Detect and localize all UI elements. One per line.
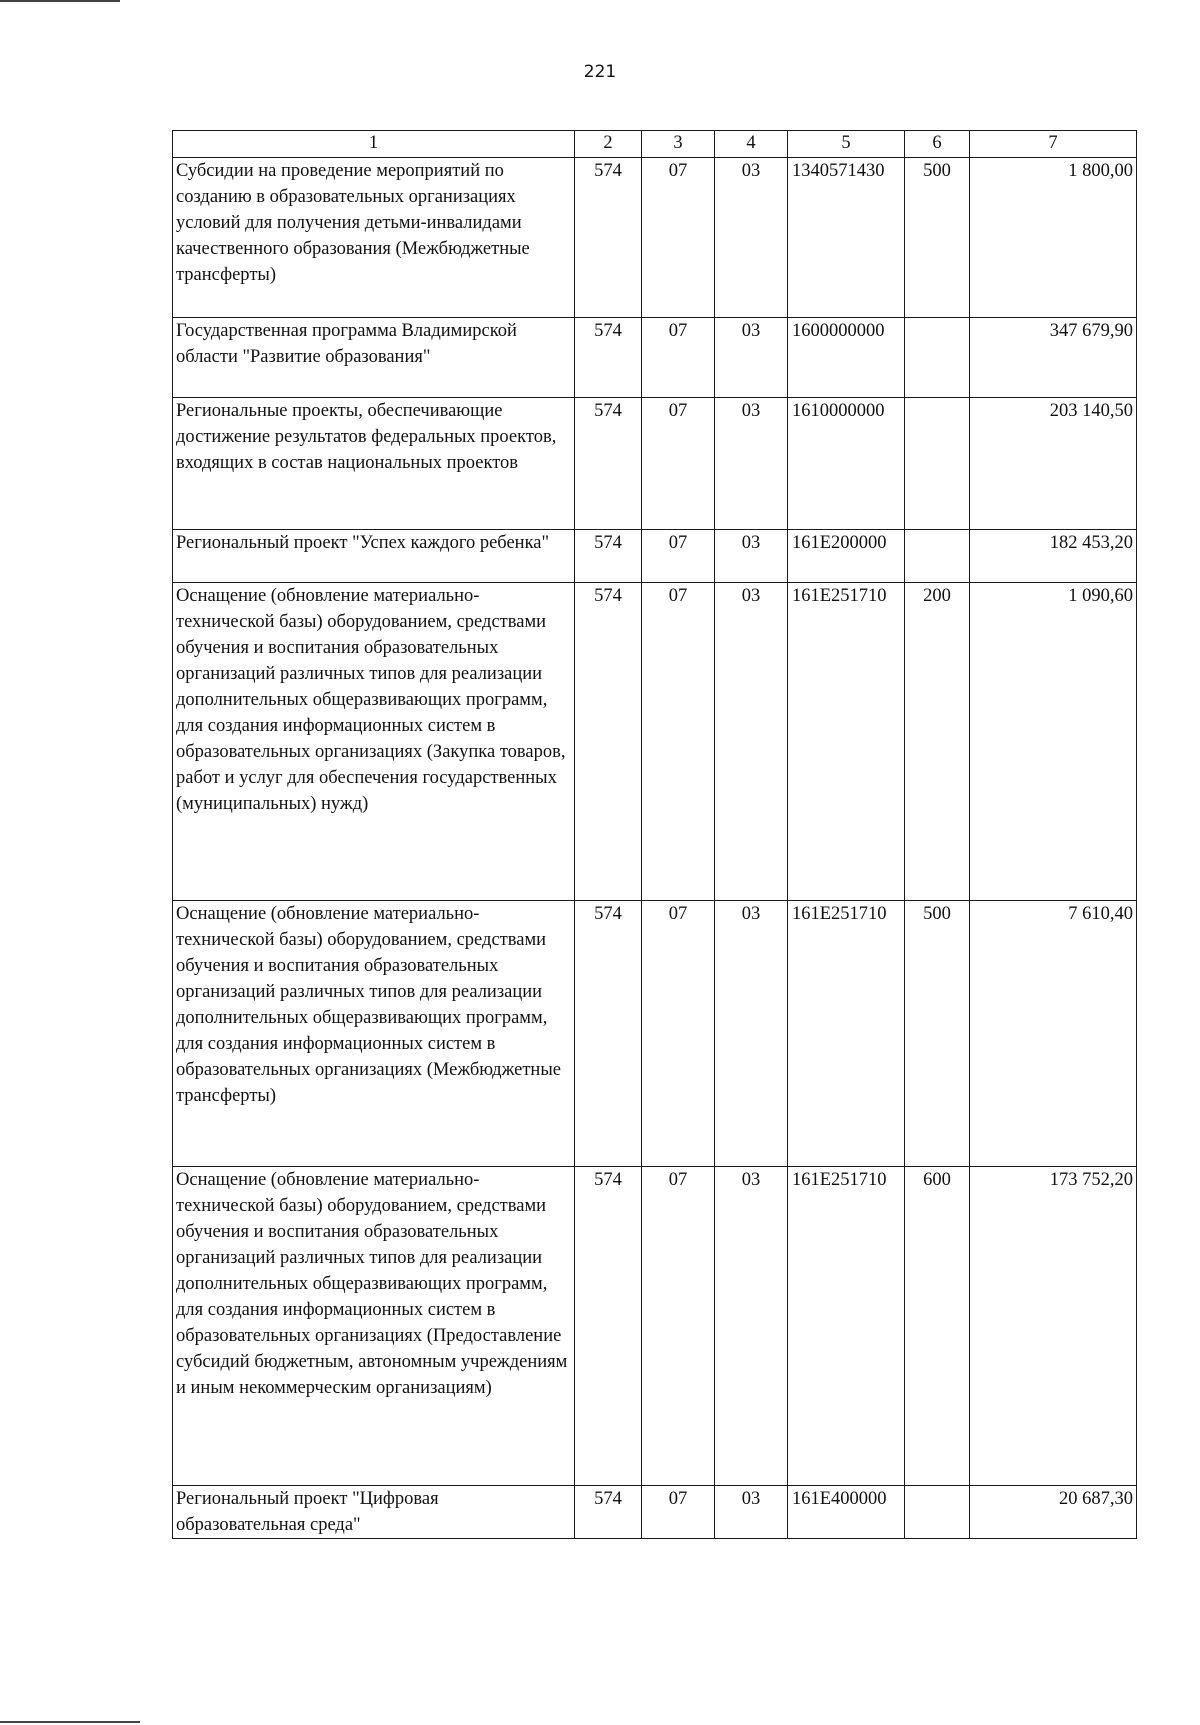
column-header-1: 1 [173,131,575,158]
column-header-5: 5 [788,131,905,158]
table-row [173,901,1137,1167]
row-col-5: 1610000000 [788,398,905,530]
row-col-7: 173 752,20 [970,1167,1137,1486]
row-col-3: 07 [642,530,715,583]
row-name: Субсидии на проведение мероприятий по созданию в образовательных организациях условий для получения детьми-инвалидами качественного образования (Межбюджетные трансферты) [173,158,575,318]
budget-table [172,130,1137,1539]
row-col-2: 574 [575,901,642,1167]
row-col-3: 07 [642,1486,715,1539]
row-col-5: 161E251710 [788,1167,905,1486]
row-col-2: 574 [575,1167,642,1486]
row-col-7: 1 800,00 [970,158,1137,318]
row-col-3: 07 [642,1167,715,1486]
row-name: Оснащение (обновление материально-технической базы) оборудованием, средствами обучения и воспитания образовательных организаций различных типов для реализации дополнительных общеразвивающих программ, для создания информационных систем в образовательных организациях (Предоставление субсидий бюджетным, автономным учреждениям и иным некоммерческим организациям) [173,1167,575,1486]
row-name: Оснащение (обновление материально-технической базы) оборудованием, средствами обучения и воспитания образовательных организаций различных типов для реализации дополнительных общеразвивающих программ, для создания информационных систем в образовательных организациях (Закупка товаров, работ и услуг для обеспечения государственных (муниципальных) нужд) [173,583,575,901]
row-col-3: 07 [642,318,715,398]
scan-edge-mark-bottom [0,1721,140,1723]
column-header-3: 3 [642,131,715,158]
row-col-2: 574 [575,158,642,318]
row-name: Региональный проект "Успех каждого ребенка" [173,530,575,583]
table-row [173,318,1137,398]
table-row [173,583,1137,901]
row-col-6 [905,318,970,398]
row-col-7: 20 687,30 [970,1486,1137,1539]
row-col-4: 03 [715,530,788,583]
row-col-4: 03 [715,398,788,530]
row-name: Государственная программа Владимирской области "Развитие образования" [173,318,575,398]
column-header-2: 2 [575,131,642,158]
row-col-4: 03 [715,158,788,318]
row-col-4: 03 [715,583,788,901]
row-col-7: 182 453,20 [970,530,1137,583]
row-name: Региональный проект "Цифровая образовательная среда" [173,1486,575,1539]
row-name: Оснащение (обновление материально-технической базы) оборудованием, средствами обучения и воспитания образовательных организаций различных типов для реализации дополнительных общеразвивающих программ, для создания информационных систем в образовательных организациях (Межбюджетные трансферты) [173,901,575,1167]
row-col-5: 161E400000 [788,1486,905,1539]
row-col-2: 574 [575,398,642,530]
row-col-7: 1 090,60 [970,583,1137,901]
row-col-2: 574 [575,318,642,398]
row-col-2: 574 [575,1486,642,1539]
column-header-6: 6 [905,131,970,158]
row-col-5: 1600000000 [788,318,905,398]
row-col-3: 07 [642,158,715,318]
row-col-2: 574 [575,530,642,583]
row-col-4: 03 [715,901,788,1167]
row-col-7: 347 679,90 [970,318,1137,398]
row-col-6 [905,530,970,583]
row-col-5: 161E200000 [788,530,905,583]
row-col-4: 03 [715,1167,788,1486]
row-col-6 [905,398,970,530]
row-col-7: 7 610,40 [970,901,1137,1167]
header-row [173,131,1137,158]
row-col-7: 203 140,50 [970,398,1137,530]
row-col-3: 07 [642,583,715,901]
row-col-6: 500 [905,901,970,1167]
row-col-3: 07 [642,901,715,1167]
table-row [173,158,1137,318]
row-col-6 [905,1486,970,1539]
row-col-4: 03 [715,318,788,398]
table-row [173,1167,1137,1486]
column-header-7: 7 [970,131,1137,158]
scan-edge-mark-top [0,0,120,2]
row-name: Региональные проекты, обеспечивающие достижение результатов федеральных проектов, входящих в состав национальных проектов [173,398,575,530]
row-col-6: 600 [905,1167,970,1486]
column-header-4: 4 [715,131,788,158]
table-row [173,398,1137,530]
row-col-2: 574 [575,583,642,901]
row-col-5: 161E251710 [788,901,905,1167]
table-row [173,530,1137,583]
row-col-5: 1340571430 [788,158,905,318]
row-col-4: 03 [715,1486,788,1539]
table-row [173,1486,1137,1539]
row-col-6: 200 [905,583,970,901]
row-col-5: 161E251710 [788,583,905,901]
page-number: 221 [583,62,617,82]
row-col-6: 500 [905,158,970,318]
row-col-3: 07 [642,398,715,530]
